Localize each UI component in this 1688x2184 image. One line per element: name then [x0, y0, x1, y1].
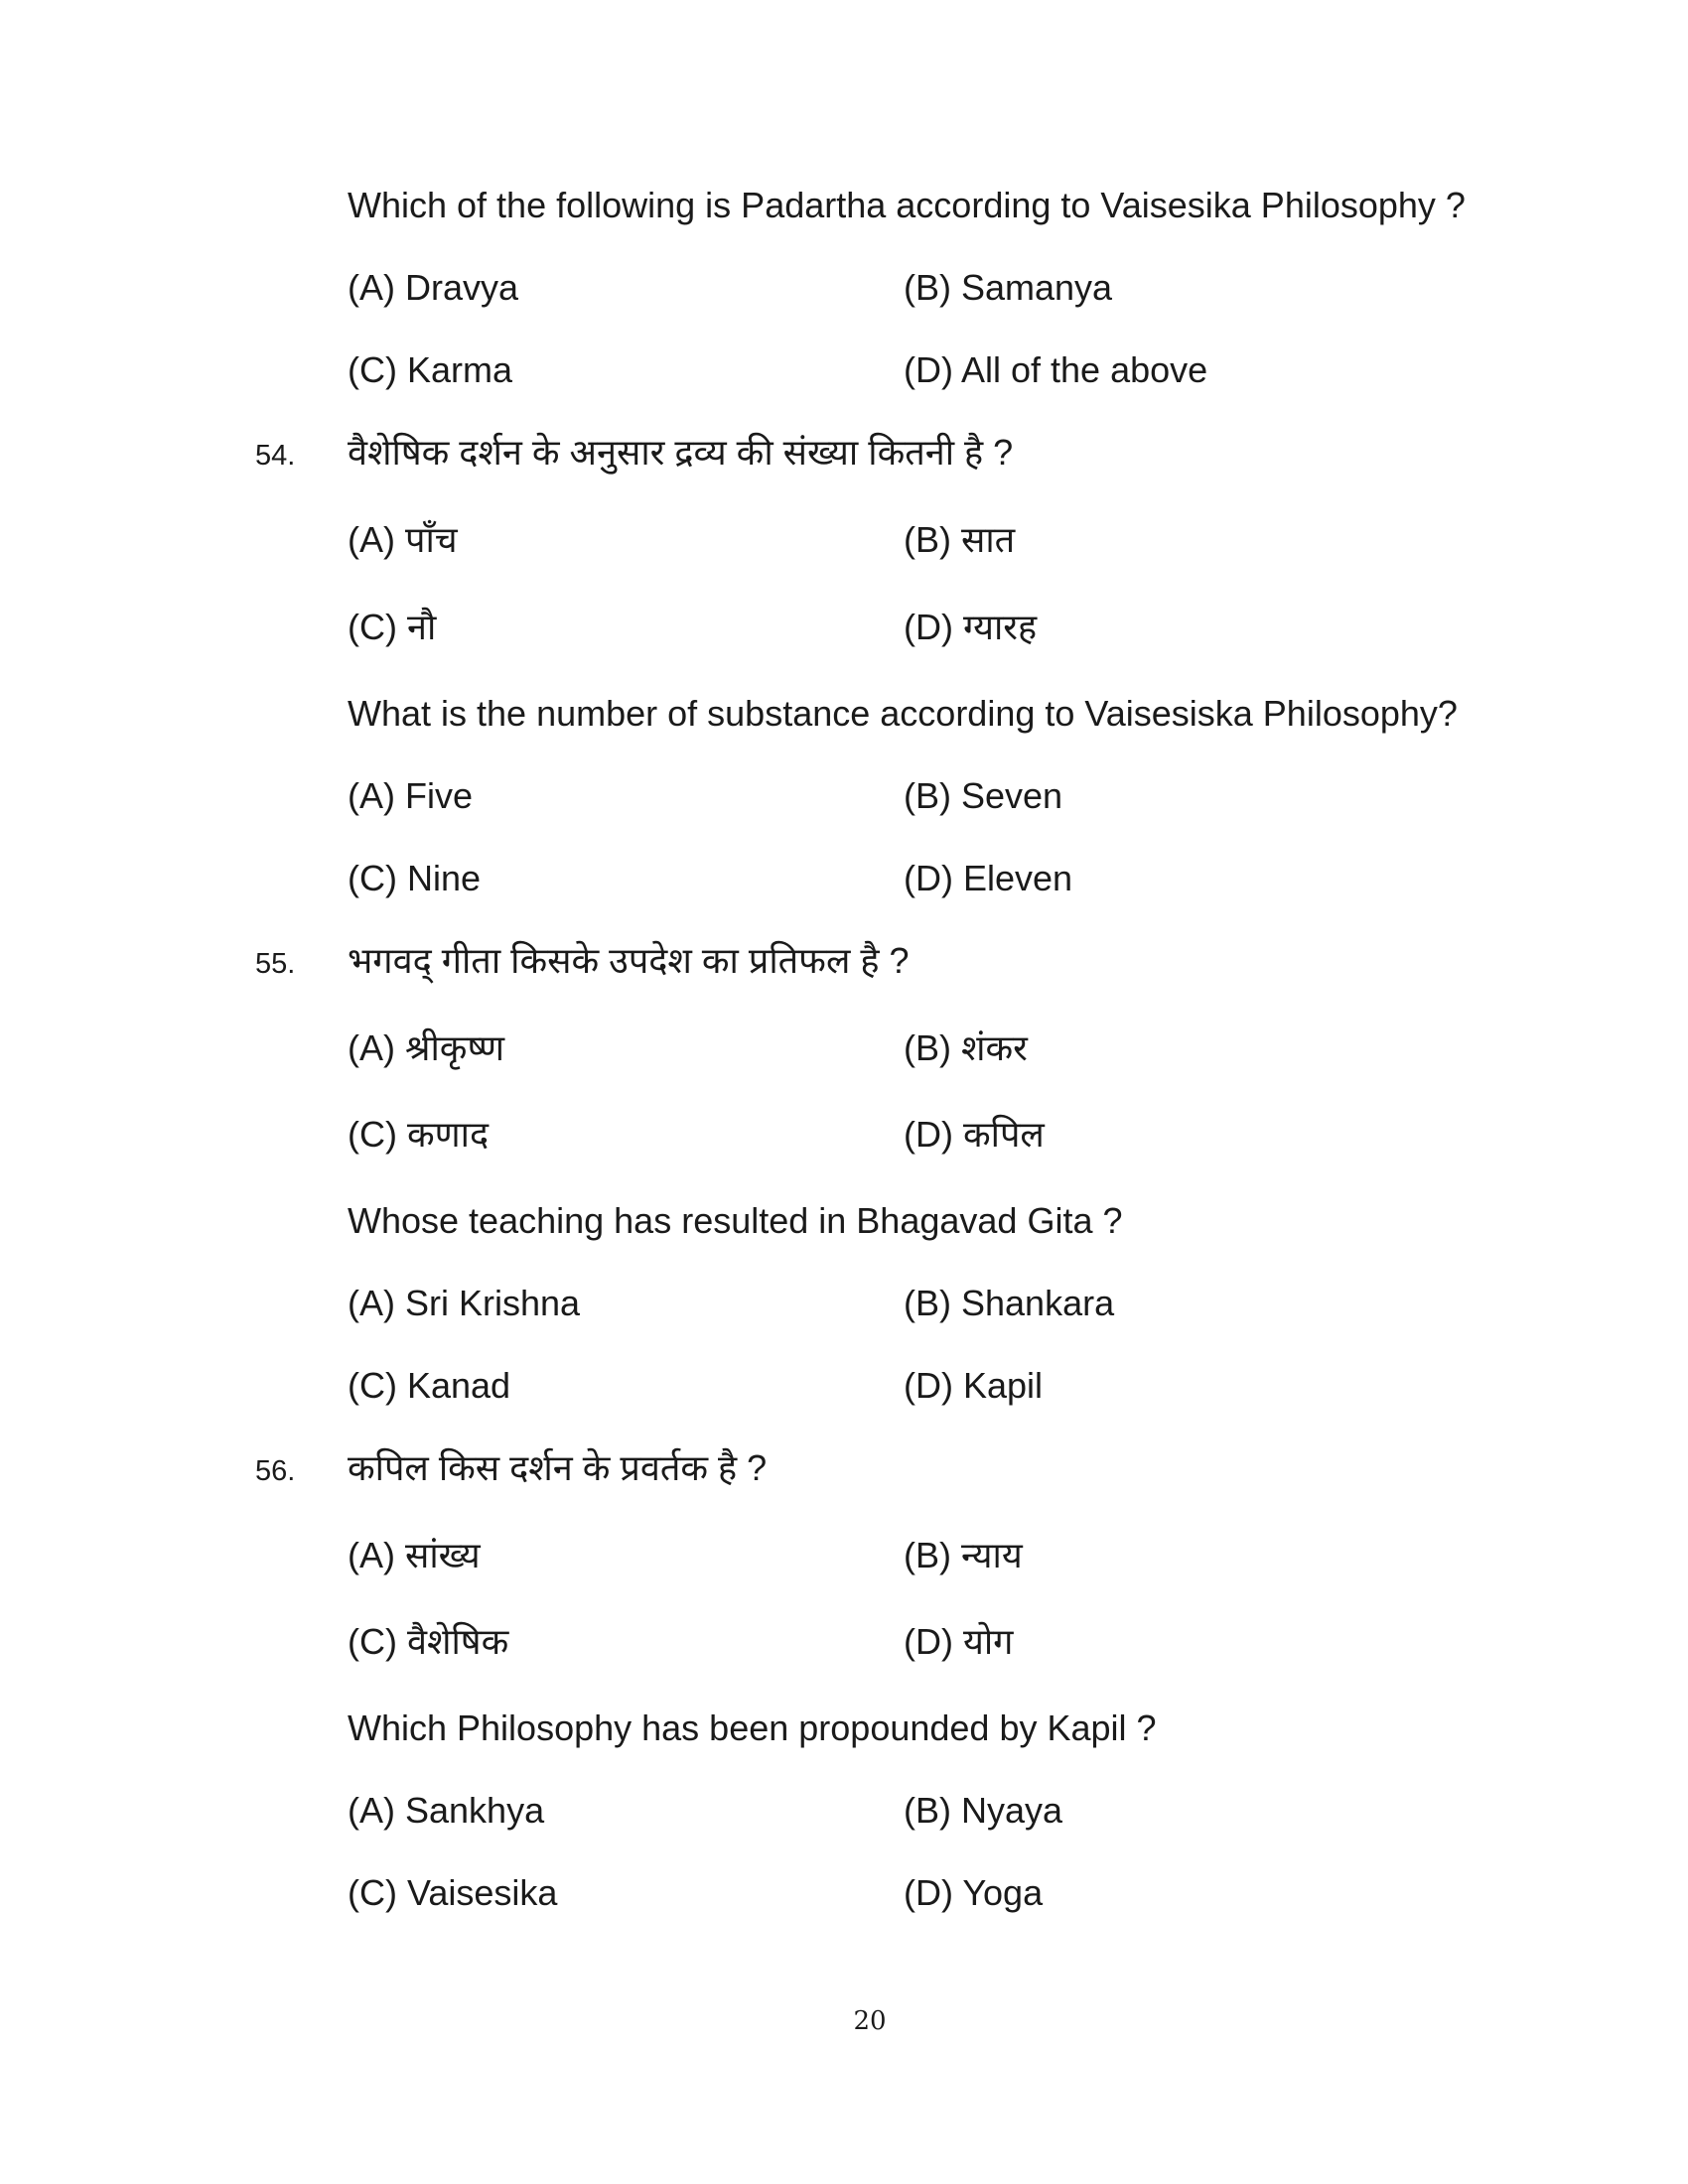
option-c-hindi: (C) नौ	[348, 607, 437, 647]
option-b: (B) Samanya	[904, 267, 1113, 308]
option-a: (A) Sankhya	[348, 1790, 545, 1831]
question-text-english: Which of the following is Padartha according to Vaisesika Philosophy ?	[348, 185, 1466, 225]
option-b: (B) Nyaya	[904, 1790, 1063, 1831]
option-d: (D) All of the above	[904, 349, 1208, 390]
question-text-english: Whose teaching has resulted in Bhagavad Gita ?	[348, 1200, 1123, 1241]
question-text-hindi: कपिल किस दर्शन के प्रवर्तक है ?	[348, 1447, 768, 1488]
question-number: 56.	[255, 1455, 296, 1487]
question-text-hindi: भगवद् गीता किसके उपदेश का प्रतिफल है ?	[348, 940, 910, 981]
option-c: (C) Nine	[348, 858, 482, 898]
question-number: 55.	[255, 948, 296, 980]
option-a-hindi: (A) पाँच	[348, 519, 458, 560]
page-number: 20	[853, 2006, 887, 2036]
option-b-hindi: (B) सात	[904, 519, 1016, 560]
option-c: (C) Vaisesika	[348, 1872, 558, 1913]
option-a-hindi: (A) सांख्य	[348, 1535, 481, 1575]
option-c-hindi: (C) कणाद	[348, 1114, 490, 1155]
option-d: (D) Yoga	[904, 1872, 1044, 1913]
option-a: (A) Dravya	[348, 267, 519, 308]
option-c-hindi: (C) वैशेषिक	[348, 1621, 509, 1662]
question-text-english: What is the number of substance according to Vaisesiska Philosophy?	[348, 693, 1458, 734]
option-d-hindi: (D) योग	[904, 1621, 1014, 1662]
question-text-english: Which Philosophy has been propounded by Kapil ?	[348, 1707, 1157, 1748]
option-b: (B) Shankara	[904, 1283, 1115, 1323]
option-a: (A) Five	[348, 775, 473, 816]
option-d-hindi: (D) ग्यारह	[904, 607, 1038, 647]
option-b-hindi: (B) शंकर	[904, 1027, 1028, 1068]
option-b: (B) Seven	[904, 775, 1063, 816]
option-c: (C) Kanad	[348, 1365, 511, 1406]
question-number: 54.	[255, 440, 296, 472]
option-d: (D) Kapil	[904, 1365, 1044, 1406]
question-text-hindi: वैशेषिक दर्शन के अनुसार द्रव्य की संख्या कितनी है ?	[348, 432, 1014, 473]
option-a-hindi: (A) श्रीकृष्ण	[348, 1027, 505, 1068]
option-d-hindi: (D) कपिल	[904, 1114, 1045, 1155]
option-c: (C) Karma	[348, 349, 513, 390]
option-b-hindi: (B) न्याय	[904, 1535, 1023, 1575]
option-a: (A) Sri Krishna	[348, 1283, 581, 1323]
option-d: (D) Eleven	[904, 858, 1073, 898]
